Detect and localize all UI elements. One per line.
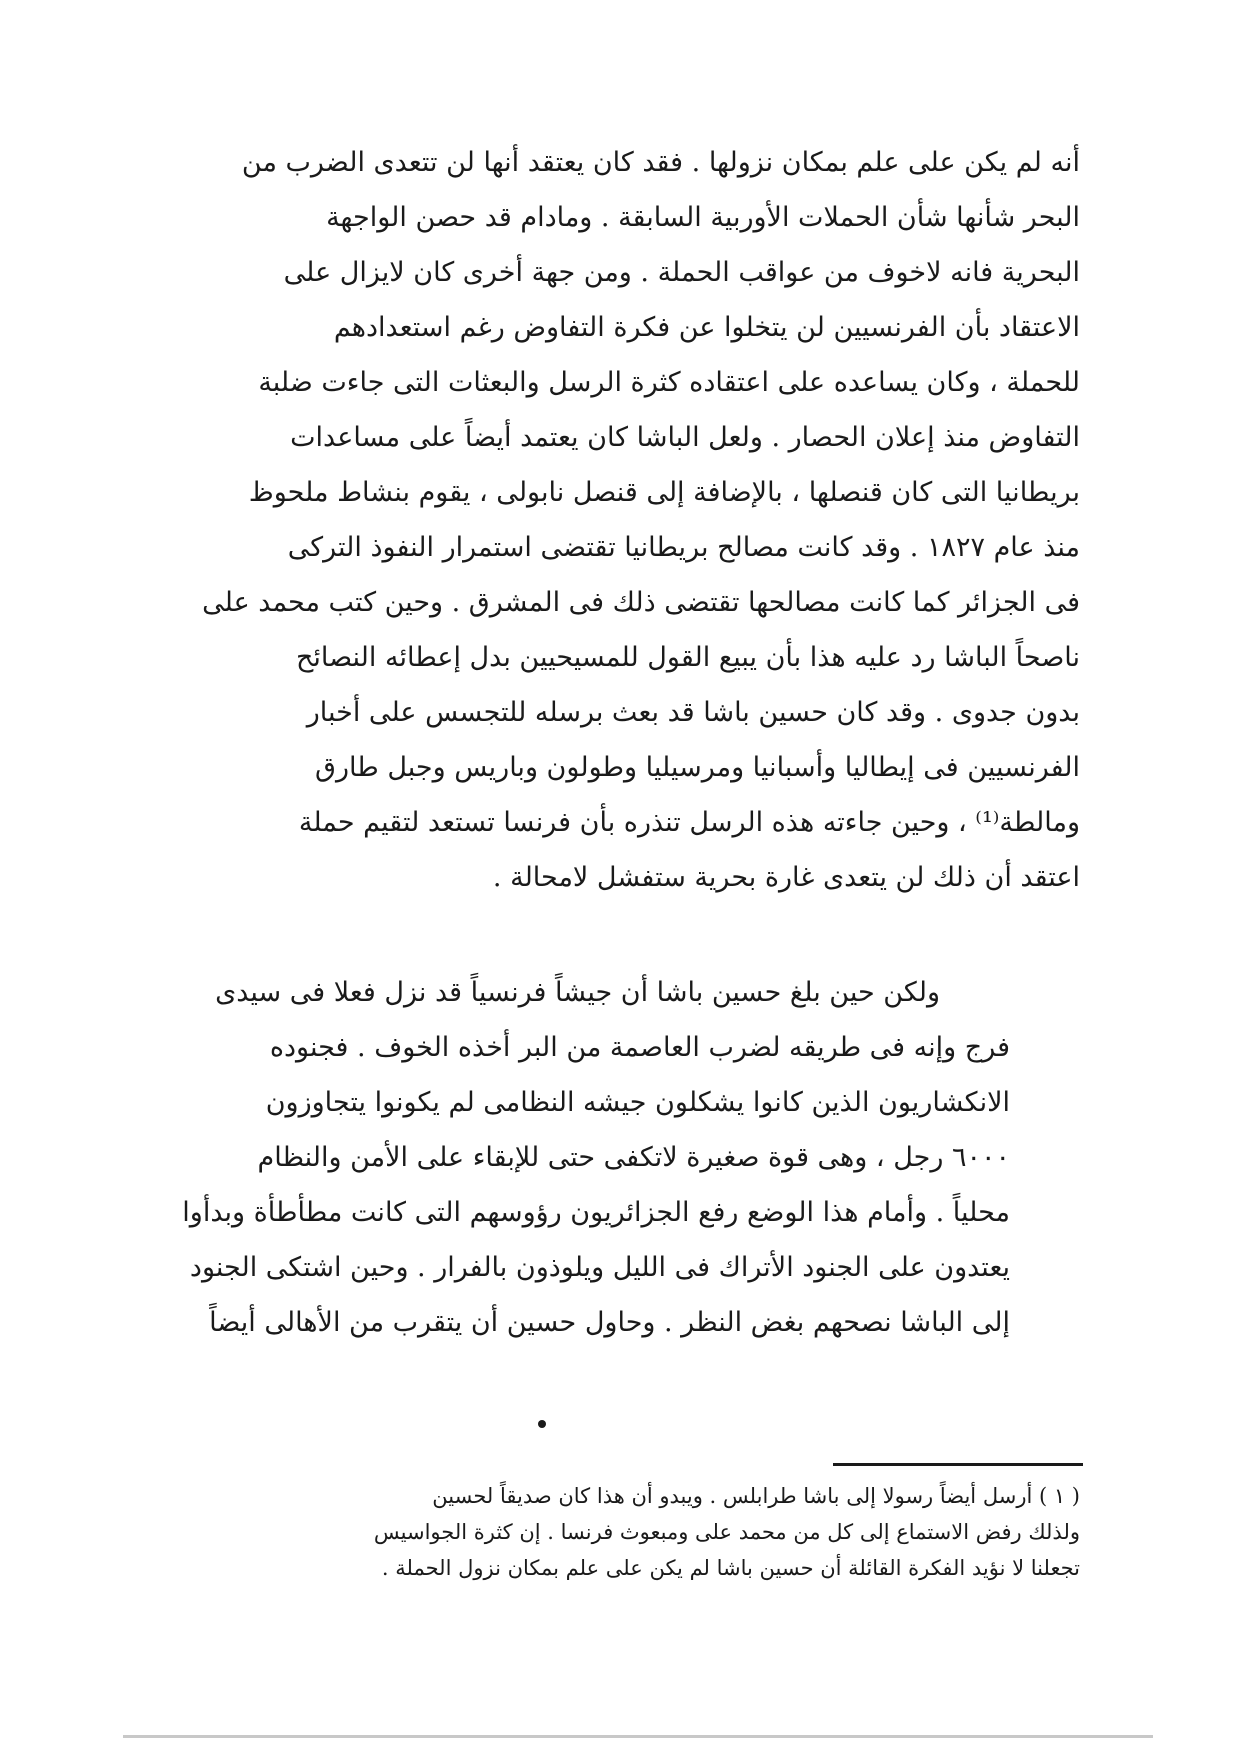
page-dot: [538, 1420, 546, 1428]
paragraph-1: [170, 135, 1080, 905]
text-line: البحرية فانه لاخوف من عواقب الحملة . ومن جهة أخرى كان لايزال على: [283, 257, 1080, 288]
text-line: البحر شأنها شأن الحملات الأوربية السابقة . ومادام قد حصن الواجهة: [326, 202, 1080, 233]
text-line: ومالطة⁽¹⁾ ، وحين جاءته هذه الرسل تنذره بأن فرنسا تستعد لتقيم حملة: [298, 807, 1080, 838]
paragraph-2: [170, 965, 1080, 1350]
text-line: إلى الباشا نصحهم بغض النظر . وحاول حسين أن يتقرب من الأهالى أيضاً: [209, 1307, 1010, 1338]
text-line: يعتدون على الجنود الأتراك فى الليل ويلوذون بالفرار . وحين اشتكى الجنود: [189, 1252, 1010, 1283]
text-line: فى الجزائر كما كانت مصالحها تقتضى ذلك فى المشرق . وحين كتب محمد على: [202, 587, 1080, 618]
footnotes: [170, 1478, 1080, 1586]
text-line: الاعتقاد بأن الفرنسيين لن يتخلوا عن فكرة التفاوض رغم استعدادهم: [333, 312, 1080, 343]
text-line: الانكشاريون الذين كانوا يشكلون جيشه النظامى لم يكونوا يتجاوزون: [265, 1087, 1010, 1118]
text-line: للحملة ، وكان يساعده على اعتقاده كثرة الرسل والبعثات التى جاءت ضلبة: [258, 367, 1080, 398]
text-line: منذ عام ١٨٢٧ . وقد كانت مصالح بريطانيا تقتضى استمرار النفوذ التركى: [287, 532, 1080, 563]
text-line: بدون جدوى . وقد كان حسين باشا قد بعث برسله للتجسس على أخبار: [306, 697, 1080, 728]
text-line-indented: ولكن حين بلغ حسين باشا أن جيشاً فرنسياً قد نزل فعلا فى سيدى: [215, 977, 940, 1008]
text-line: بريطانيا التى كان قنصلها ، بالإضافة إلى قنصل نابولى ، يقوم بنشاط ملحوظ: [248, 477, 1080, 508]
text-line: أنه لم يكن على علم بمكان نزولها . فقد كان يعتقد أنها لن تتعدى الضرب من: [241, 147, 1080, 178]
page-bottom-rule: [123, 1735, 1153, 1738]
text-line: التفاوض منذ إعلان الحصار . ولعل الباشا كان يعتمد أيضاً على مساعدات: [290, 422, 1080, 453]
footnote-line: ولذلك رفض الاستماع إلى كل من محمد على ومبعوث فرنسا . إن كثرة الجواسيس: [373, 1520, 1080, 1544]
footnote-divider: [833, 1463, 1083, 1466]
footnote-line: ( ١ ) أرسل أيضاً رسولا إلى باشا طرابلس . ويبدو أن هذا كان صديقاً لحسين: [432, 1484, 1080, 1508]
text-line-last: اعتقد أن ذلك لن يتعدى غارة بحرية ستفشل لامحالة .: [492, 862, 1080, 893]
text-line: ناصحاً الباشا رد عليه هذا بأن يبيع القول للمسيحيين بدل إعطائه النصائح: [295, 642, 1080, 673]
footnote-line: تجعلنا لا نؤيد الفكرة القائلة أن حسين باشا لم يكن على علم بمكان نزول الحملة .: [381, 1556, 1080, 1580]
text-line: فرج وإنه فى طريقه لضرب العاصمة من البر أخذه الخوف . فجنوده: [269, 1032, 1010, 1063]
text-line: الفرنسيين فى إيطاليا وأسبانيا ومرسيليا وطولون وباريس وجبل طارق: [315, 752, 1080, 783]
text-line: ٦٠٠٠ رجل ، وهى قوة صغيرة لاتكفى حتى للإبقاء على الأمن والنظام: [257, 1142, 1010, 1173]
text-line: محلياً . وأمام هذا الوضع رفع الجزائريون رؤوسهم التى كانت مطأطأة وبدأوا: [182, 1197, 1010, 1228]
